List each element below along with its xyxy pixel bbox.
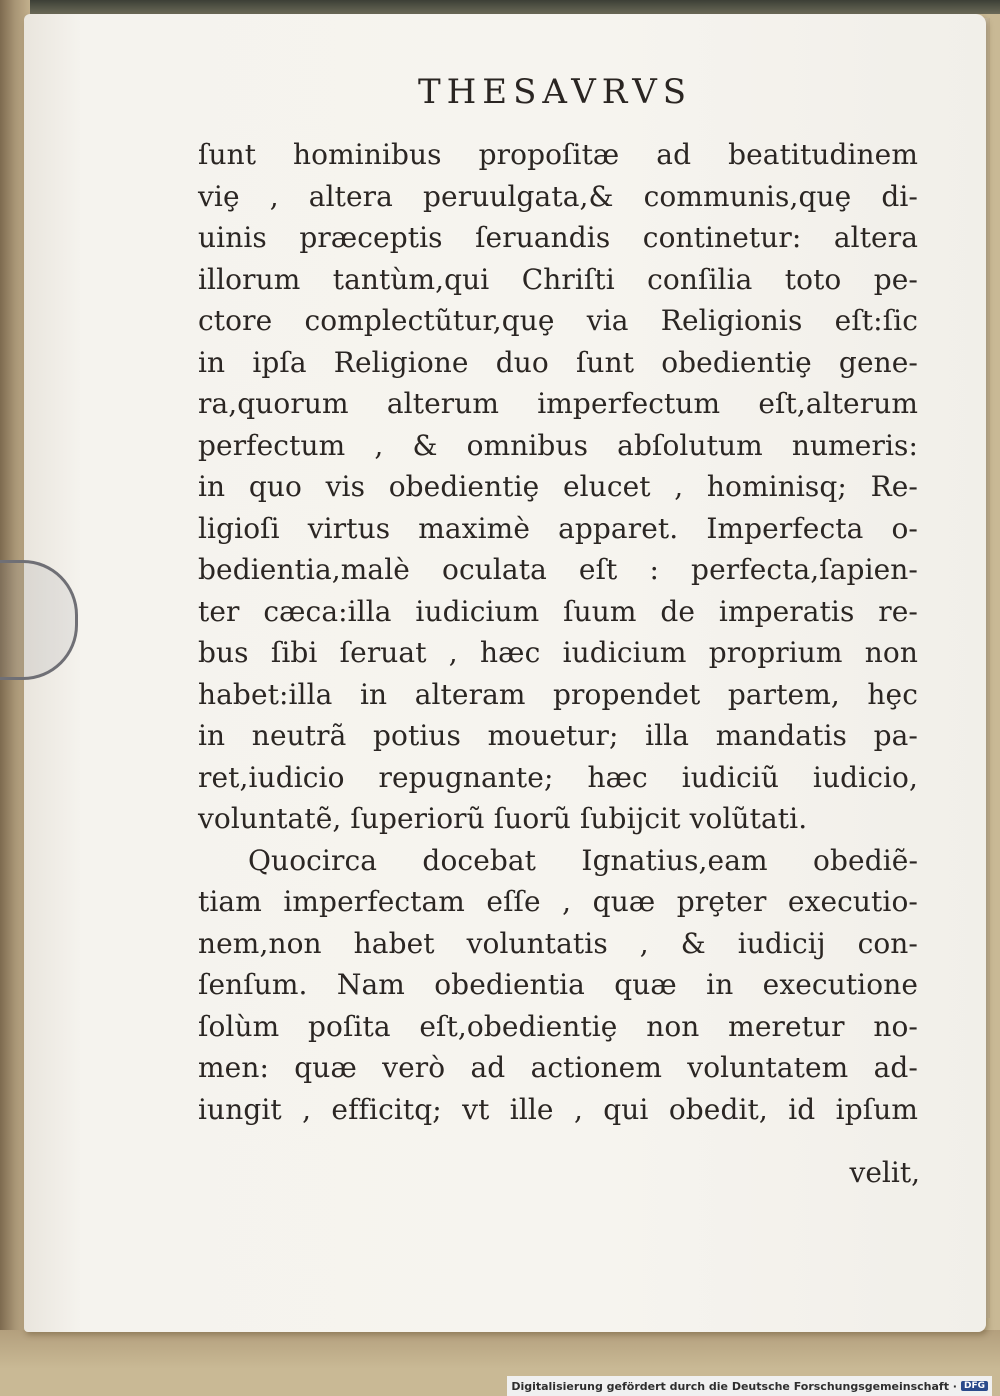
text-line: men: quæ verò ad actionem voluntatem ad- (198, 1051, 918, 1084)
text-line: ſolùm poſita eſt,obedientiȩ non meretur no- (198, 1009, 918, 1043)
text-line: viȩ , altera peruulgata,& communis,quȩ di- (198, 179, 918, 213)
text-line: illorum tantùm,qui Chriſti conſilia toto pe- (198, 262, 918, 296)
text-line: ſunt hominibus propoſitæ ad beatitudinem (198, 138, 918, 171)
text-line: in quo vis obedientiȩ elucet , hominisq; Re- (198, 470, 918, 503)
text-line: ter cæca:illa iudicium ſuum de imperatis re- (198, 594, 918, 628)
text-line: ſenſum. Nam obedientia quæ in executione (198, 968, 918, 1001)
text-line: bedientia,malè oculata eſt : perfecta,ſapien- (198, 553, 918, 586)
text-line: bus ſibi ſeruat , hæc iudicium proprium non (198, 636, 918, 669)
text-line: ctore complectũtur,quȩ via Religionis eſt:ſic (198, 304, 918, 337)
credit-text: Digitalisierung gefördert durch die Deutsche Forschungsgemeinschaft · (511, 1379, 957, 1393)
text-line: habet:illa in alteram propendet partem, hȩc (198, 677, 918, 711)
text-line: perfectum , & omnibus abſolutum numeris: (198, 428, 918, 462)
digitization-credit (507, 1376, 992, 1396)
text-line: ligioſi virtus maximè apparet. Imperfecta o- (198, 511, 918, 545)
catchword: velit, (849, 1156, 920, 1189)
book-cover-top (0, 0, 1000, 14)
text-line: in neutrã potius mouetur; illa mandatis pa- (198, 719, 918, 752)
text-line: ret,iudicio repugnante; hæc iudiciũ iudicio, (198, 760, 918, 794)
text-line: voluntatẽ, ſuperiorũ ſuorũ ſubijcit volũtati. (198, 802, 808, 835)
text-line: tiam imperfectam eſſe , quæ prȩter executio- (198, 885, 918, 918)
text-line: ra,quorum alterum imperfectum eſt,alterum (198, 387, 918, 420)
text-line: iungit , efficitq; vt ille , qui obedit, id ipſum (198, 1092, 918, 1126)
dfg-logo: DFG (961, 1381, 988, 1391)
text-line: nem,non habet voluntatis , & iudicij con- (198, 926, 918, 960)
text-line-indented: Quocirca docebat Ignatius,eam obediẽ- (248, 843, 918, 877)
body-text (198, 134, 918, 1130)
running-head: THESAVRVS (417, 72, 693, 112)
text-line: in ipſa Religione duo ſunt obedientiȩ gene- (198, 345, 918, 379)
text-line: uinis præceptis ſeruandis continetur: altera (198, 221, 918, 254)
